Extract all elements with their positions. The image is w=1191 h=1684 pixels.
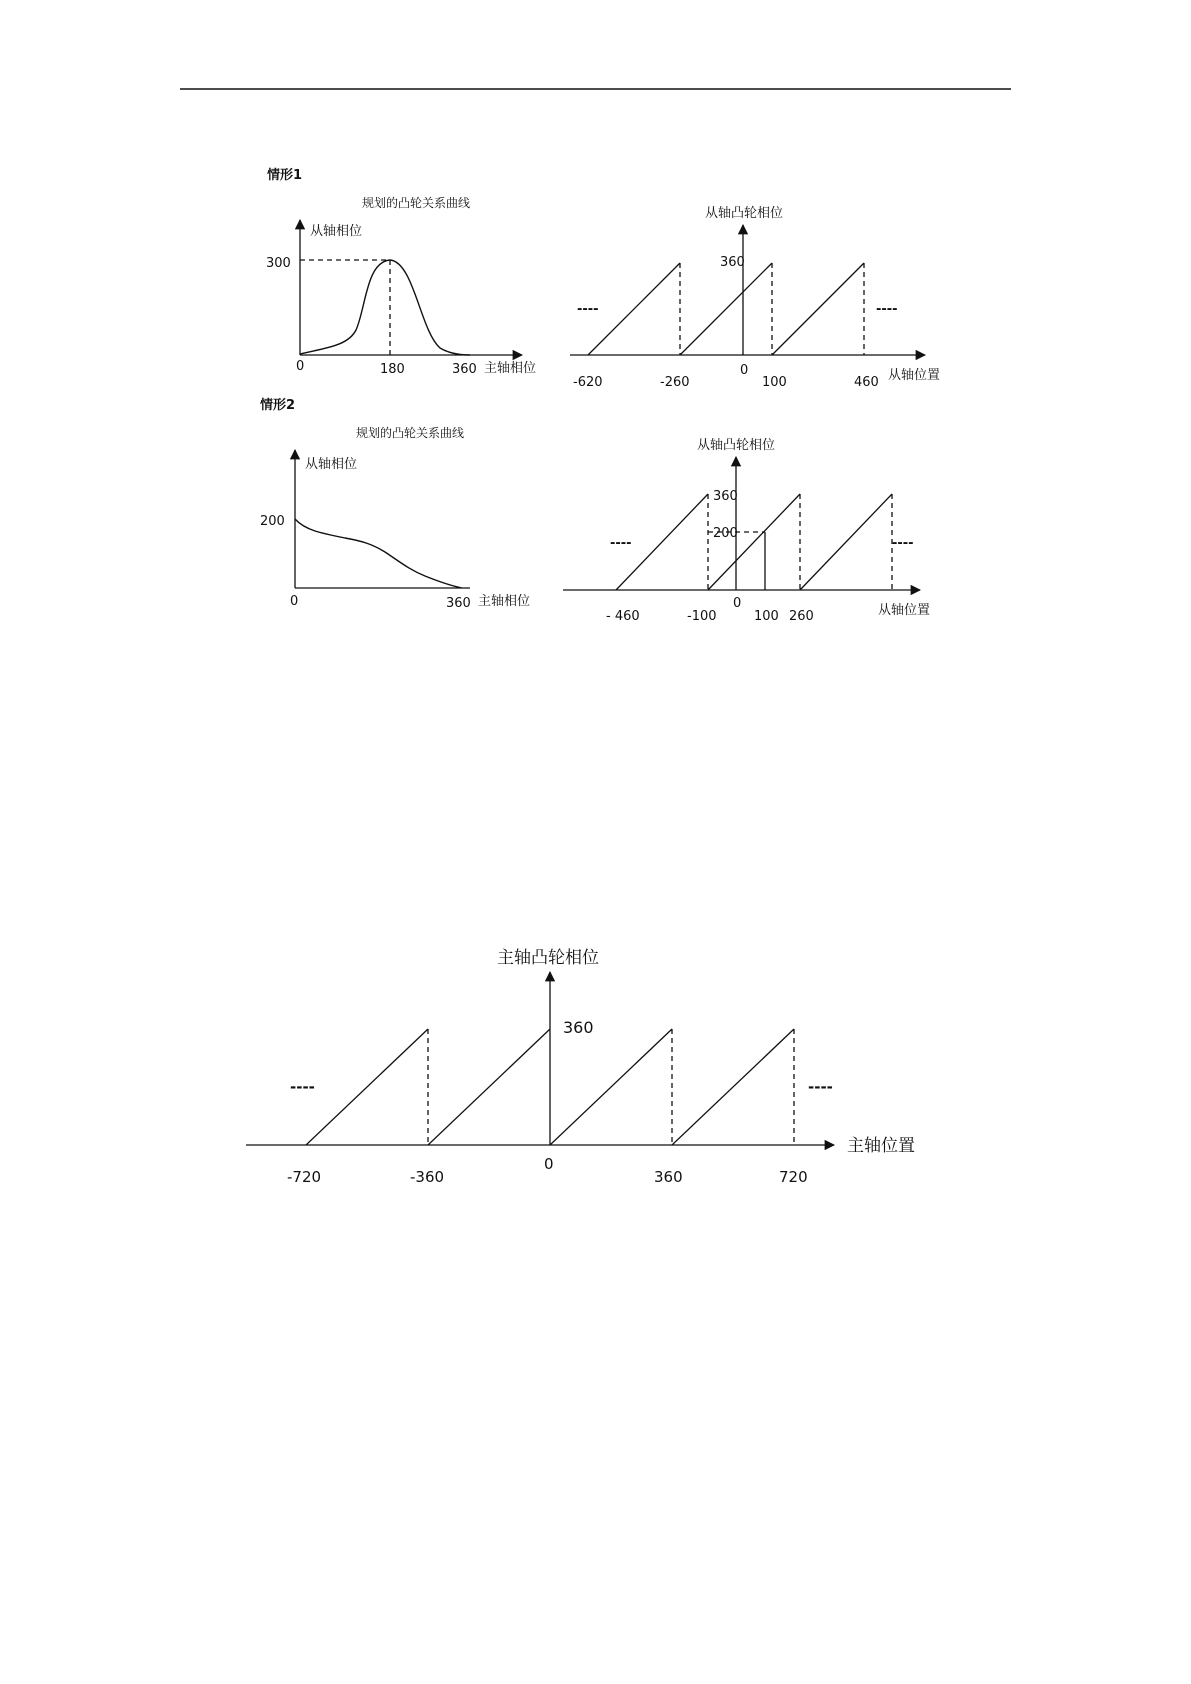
case2-right-ellipsis-right: ---- xyxy=(892,536,914,551)
case1-left-x-tick-180: 180 xyxy=(380,362,405,377)
case1-right-ellipsis-left: ---- xyxy=(577,302,599,317)
case1-left-x-tick-0: 0 xyxy=(296,359,305,374)
case1-left-cam-curve xyxy=(300,260,470,355)
case2-right-ramp-3 xyxy=(800,494,892,590)
case1-left-y-label: 从轴相位 xyxy=(310,224,363,239)
case1-right-y-label: 从轴凸轮相位 xyxy=(705,206,784,221)
bottom-y-label: 主轴凸轮相位 xyxy=(497,948,599,968)
case2-left-x-label: 主轴相位 xyxy=(478,594,531,609)
case1-right-ramp-2 xyxy=(680,263,772,355)
case1-left-y-tick: 300 xyxy=(266,256,291,271)
bottom-y-tick: 360 xyxy=(563,1018,594,1037)
case1-left-x-tick-360: 360 xyxy=(452,362,477,377)
case2-left-chart xyxy=(260,425,530,611)
case1-right-x-tick-460: 460 xyxy=(854,375,879,390)
case2-left-x-tick-0: 0 xyxy=(290,594,299,609)
case1-right-chart xyxy=(570,205,940,390)
bottom-x-tick-0: 0 xyxy=(544,1155,554,1173)
case2-right-x-tick-neg460: - 460 xyxy=(606,609,640,624)
case2-right-ramp-2 xyxy=(708,494,800,590)
case2-right-chart xyxy=(563,437,930,624)
case2-left-y-label: 从轴相位 xyxy=(305,457,358,472)
case2-left-y-tick: 200 xyxy=(260,514,285,529)
case1-right-x-label: 从轴位置 xyxy=(888,368,941,383)
bottom-x-tick-neg360: -360 xyxy=(410,1168,445,1186)
case1-right-x-tick-100: 100 xyxy=(762,375,787,390)
case2-right-y-tick-200: 200 xyxy=(713,526,738,541)
case1-left-x-label: 主轴相位 xyxy=(484,361,537,376)
case2-right-x-tick-260: 260 xyxy=(789,609,814,624)
case2-right-y-tick-360: 360 xyxy=(713,489,738,504)
case1-right-ellipsis-right: ---- xyxy=(876,302,898,317)
bottom-x-tick-720: 720 xyxy=(779,1168,808,1186)
case1-left-chart xyxy=(266,195,536,377)
case2-right-x-tick-0: 0 xyxy=(733,596,742,611)
case1-right-ramp-3 xyxy=(772,263,864,355)
case2-left-x-tick-360: 360 xyxy=(446,596,471,611)
case2-label: 情形2 xyxy=(260,398,296,413)
case2-left-title: 规划的凸轮关系曲线 xyxy=(356,426,465,440)
case1-right-y-tick: 360 xyxy=(720,255,745,270)
case1-right-x-tick-0: 0 xyxy=(740,363,749,378)
bottom-ellipsis-right: ---- xyxy=(808,1078,833,1096)
case1-label: 情形1 xyxy=(267,168,303,183)
case2-left-cam-curve xyxy=(295,519,462,588)
case1-right-ramp-1 xyxy=(588,263,680,355)
bottom-ramp-4 xyxy=(672,1029,794,1145)
case2-right-x-tick-100: 100 xyxy=(754,609,779,624)
case1-right-x-tick-neg260: -260 xyxy=(660,375,690,390)
bottom-ellipsis-left: ---- xyxy=(290,1078,315,1096)
case2-right-x-tick-neg100: -100 xyxy=(687,609,717,624)
bottom-ramp-1 xyxy=(306,1029,428,1145)
bottom-ramp-3 xyxy=(550,1029,672,1145)
bottom-x-tick-neg720: -720 xyxy=(287,1168,322,1186)
case2-right-y-label: 从轴凸轮相位 xyxy=(697,438,776,453)
bottom-chart xyxy=(246,948,915,1186)
case1-right-x-tick-neg620: -620 xyxy=(573,375,603,390)
case2-right-x-label: 从轴位置 xyxy=(878,603,931,618)
case1-left-title: 规划的凸轮关系曲线 xyxy=(362,196,471,210)
bottom-ramp-2 xyxy=(428,1029,550,1145)
bottom-x-label: 主轴位置 xyxy=(847,1136,915,1156)
bottom-x-tick-360: 360 xyxy=(654,1168,683,1186)
case2-right-ellipsis-left: ---- xyxy=(610,536,632,551)
